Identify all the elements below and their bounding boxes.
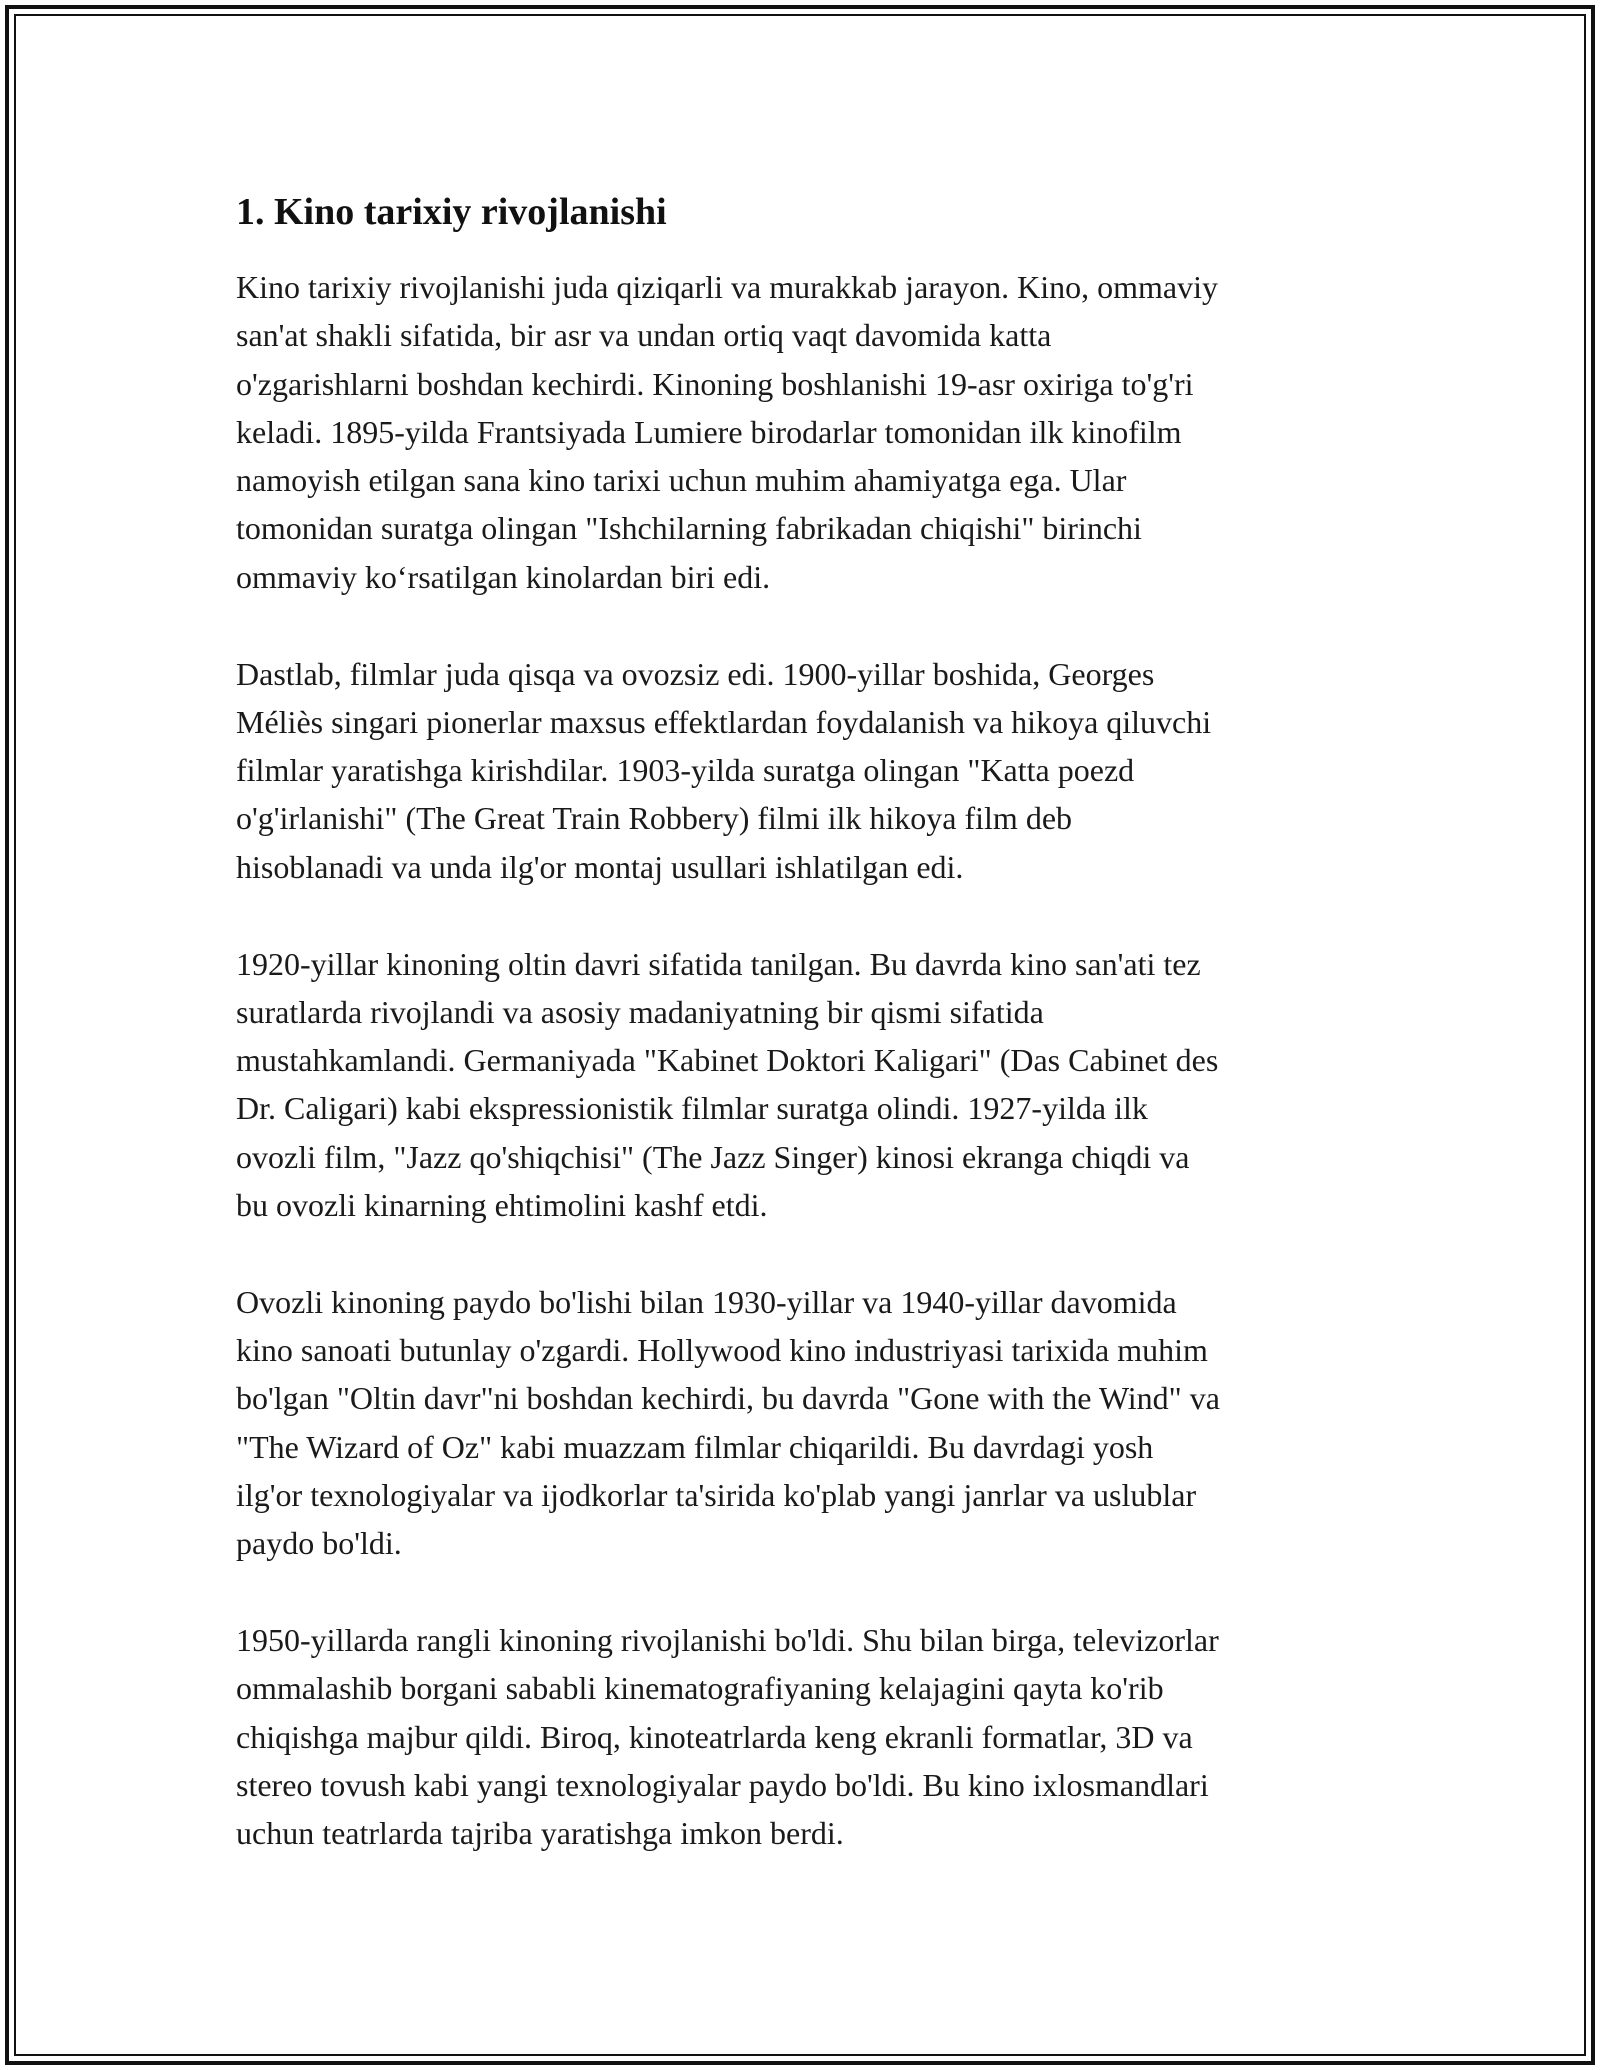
paragraph-line: san'at shakli sifatida, bir asr va undan ortiq vaqt davomida katta xyxy=(236,317,1052,354)
paragraph-line: "The Wizard of Oz" kabi muazzam filmlar chiqarildi. Bu davrdagi yosh xyxy=(236,1428,1154,1465)
paragraph xyxy=(236,940,1366,1230)
paragraph-line: bo'lgan "Oltin davr"ni boshdan kechirdi, bu davrda "Gone with the Wind" va xyxy=(236,1380,1220,1417)
paragraph-line: kino sanoati butunlay o'zgardi. Hollywood kino industriyasi tarixida muhim xyxy=(236,1332,1208,1369)
paragraph-line: ommaviy ko‘rsatilgan kinolardan biri edi. xyxy=(236,558,771,595)
paragraph-line: keladi. 1895-yilda Frantsiyada Lumiere birodarlar tomonidan ilk kinofilm xyxy=(236,413,1182,450)
paragraph xyxy=(236,650,1366,891)
paragraph-line: ilg'or texnologiyalar va ijodkorlar ta'sirida ko'plab yangi janrlar va uslublar xyxy=(236,1477,1197,1514)
paragraph-line: hisoblanadi va unda ilg'or montaj usullari ishlatilgan edi. xyxy=(236,848,964,885)
paragraph-line: Dr. Caligari) kabi ekspressionistik filmlar suratga olindi. 1927-yilda ilk xyxy=(236,1090,1148,1127)
paragraph-line: uchun teatrlarda tajriba yaratishga imkon berdi. xyxy=(236,1815,844,1852)
paragraph-line: Ovozli kinoning paydo bo'lishi bilan 1930-yillar va 1940-yillar davomida xyxy=(236,1283,1177,1320)
paragraph-line: 1920-yillar kinoning oltin davri sifatida tanilgan. Bu davrda kino san'ati tez xyxy=(236,945,1201,982)
paragraph xyxy=(236,1616,1366,1857)
paragraph-line: tomonidan suratga olingan "Ishchilarning fabrikadan chiqishi" birinchi xyxy=(236,510,1142,547)
paragraph-line: Méliès singari pionerlar maxsus effektlardan foydalanish va hikoya qiluvchi xyxy=(236,703,1212,740)
paragraph-line: Kino tarixiy rivojlanishi juda qiziqarli va murakkab jarayon. Kino, ommaviy xyxy=(236,269,1218,305)
paragraph-line: paydo bo'ldi. xyxy=(236,1525,402,1562)
paragraph-line: 1950-yillarda rangli kinoning rivojlanishi bo'ldi. Shu bilan birga, televizorlar xyxy=(236,1622,1219,1659)
paragraph-line: filmlar yaratishga kirishdilar. 1903-yilda suratga olingan "Katta poezd xyxy=(236,752,1135,789)
paragraph xyxy=(236,263,1366,601)
document-body xyxy=(236,190,1366,1906)
paragraph-line: o'g'irlanishi" (The Great Train Robbery) filmi ilk hikoya film deb xyxy=(236,800,1073,837)
paragraph-line: ovozli film, "Jazz qo'shiqchisi" (The Jazz Singer) kinosi ekranga chiqdi va xyxy=(236,1138,1190,1175)
paragraph-line: suratlarda rivojlandi va asosiy madaniyatning bir qismi sifatida xyxy=(236,993,1044,1030)
paragraph-line: mustahkamlandi. Germaniyada "Kabinet Doktori Kaligari" (Das Cabinet des xyxy=(236,1042,1219,1079)
paragraph-line: namoyish etilgan sana kino tarixi uchun muhim ahamiyatga ega. Ular xyxy=(236,462,1127,499)
paragraph-line: ommalashib borgani sababli kinematografiyaning kelajagini qayta ko'rib xyxy=(236,1670,1164,1707)
paragraph-line: chiqishga majbur qildi. Biroq, kinoteatrlarda keng ekranli formatlar, 3D va xyxy=(236,1718,1193,1755)
paragraph-line: o'zgarishlarni boshdan kechirdi. Kinoning boshlanishi 19-asr oxiriga to'g'ri xyxy=(236,365,1194,402)
paragraph-line: Dastlab, filmlar juda qisqa va ovozsiz edi. 1900-yillar boshida, Georges xyxy=(236,655,1155,692)
paragraph-list xyxy=(236,263,1366,1858)
section-title: 1. Kino tarixiy rivojlanishi xyxy=(236,191,667,233)
paragraph-line: stereo tovush kabi yangi texnologiyalar paydo bo'ldi. Bu kino ixlosmandlari xyxy=(236,1767,1209,1804)
paragraph xyxy=(236,1278,1366,1568)
paragraph-line: bu ovozli kinarning ehtimolini kashf etdi. xyxy=(236,1187,768,1224)
